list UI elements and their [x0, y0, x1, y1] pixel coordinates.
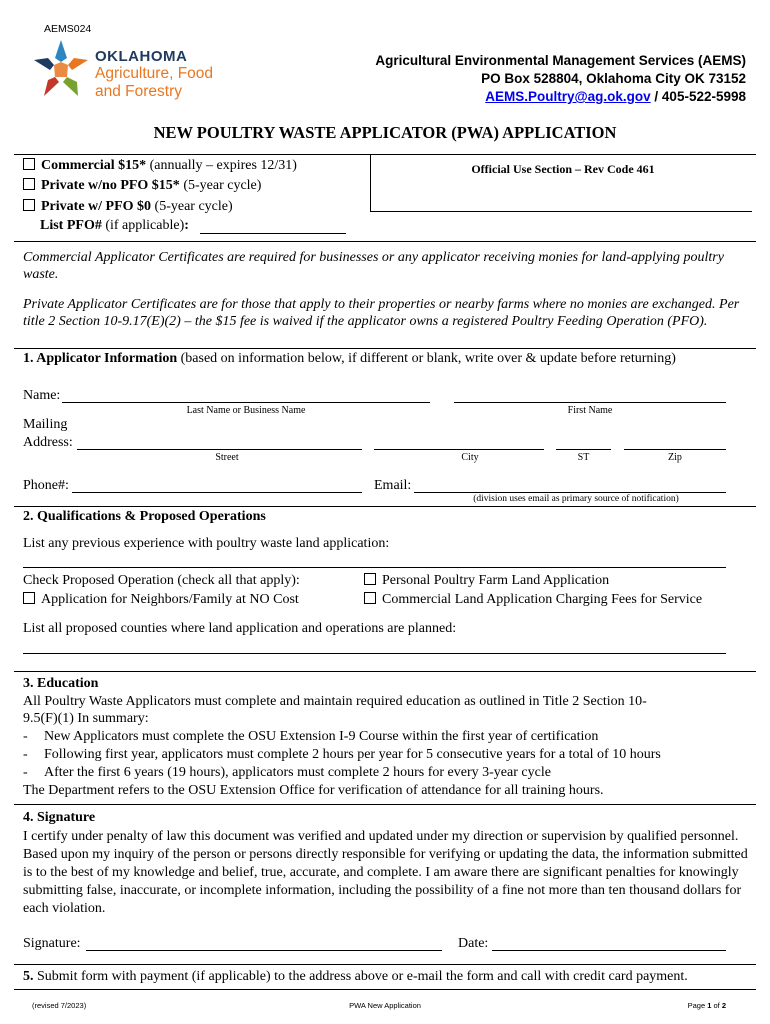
- zip-caption: Zip: [668, 452, 682, 463]
- checkbox-commercial-land[interactable]: [364, 592, 376, 604]
- education-bullet: -: [23, 747, 28, 762]
- last-name-input[interactable]: [62, 402, 430, 403]
- footer-revised: (revised 7/2023): [32, 1001, 87, 1010]
- certification-text: I certify under penalty of law this document was verified and updated under my direction or supervision by qualified personnel. Based upon my inquiry of the person or persons directly responsible for verifying or updating the data, the information submitted is to the best of my knowledge and belief, true, accurate, and complete. I am aware there are significant penalties for knowingly submitting false, inaccurate, or incomplete information, including the possibility of a fine not more than ten thousand dollars for each violation.: [23, 829, 748, 916]
- org-phone: / 405-522-5998: [650, 89, 746, 104]
- signature-label: Signature:: [23, 936, 81, 951]
- address-label: Address:: [23, 435, 73, 450]
- footer-title: PWA New Application: [349, 1001, 421, 1010]
- option-commercial-land[interactable]: Commercial Land Application Charging Fees for Service: [364, 592, 702, 608]
- divider: [14, 804, 756, 805]
- last-name-caption: Last Name or Business Name: [186, 405, 306, 416]
- divider: [14, 671, 756, 672]
- education-intro-2: 9.5(F)(1) In summary:: [23, 711, 149, 726]
- city-input[interactable]: [374, 449, 544, 450]
- page-title: NEW POULTRY WASTE APPLICATOR (PWA) APPLICATION: [153, 123, 617, 142]
- name-label: Name:: [23, 388, 61, 403]
- divider: [14, 348, 756, 349]
- form-code: AEMS024: [44, 23, 92, 35]
- zip-input[interactable]: [624, 449, 726, 450]
- education-bullet: -: [23, 729, 28, 744]
- divider: [14, 241, 756, 242]
- divider: [14, 989, 756, 990]
- education-bullet: -: [23, 765, 28, 780]
- email-input[interactable]: [414, 492, 726, 493]
- option-neighbors[interactable]: Application for Neighbors/Family at NO Cost: [23, 592, 299, 608]
- email-label: Email:: [374, 478, 412, 493]
- org-address: PO Box 528804, Oklahoma City OK 73152: [481, 71, 746, 86]
- section-3-heading: 3. Education: [23, 676, 99, 691]
- checkbox-private-no-pfo[interactable]: [23, 178, 35, 190]
- state-input[interactable]: [556, 449, 611, 450]
- divider: [370, 211, 752, 212]
- option-commercial[interactable]: Commercial $15* (annually – expires 12/31): [23, 158, 297, 174]
- street-caption: Street: [215, 452, 239, 463]
- first-name-input[interactable]: [454, 402, 726, 403]
- education-closing: The Department refers to the OSU Extension Office for verification of attendance for all training hours.: [23, 783, 604, 798]
- phone-label: Phone#:: [23, 478, 69, 493]
- org-name: Agricultural Environmental Management Services (AEMS): [375, 53, 746, 68]
- list-pfo-input[interactable]: [200, 233, 346, 234]
- private-note: Private Applicator Certificates are for those that apply to their properties or nearby farms where no monies are exchanged. Per title 2 Section 10-9.17(E)(2) – the $15 fee is waived if the applicator owns a registered Poultry Feeding Operation (PFO).: [23, 297, 740, 329]
- education-bullet-text: Following first year, applicators must complete 2 hours per year for 5 consecutive years for a total of 10 hours: [44, 747, 661, 762]
- signature-input[interactable]: [86, 950, 442, 951]
- state-caption: ST: [577, 452, 590, 463]
- list-pfo-label: List PFO# (if applicable):: [40, 218, 189, 233]
- section-5-text: 5. Submit form with payment (if applicable) to the address above or e-mail the form and call with credit card payment.: [23, 969, 688, 984]
- org-contact: [485, 89, 746, 104]
- education-bullet-text: After the first 6 years (19 hours), applicators must complete 2 hours for every 3-year cycle: [44, 765, 551, 780]
- mailing-label: Mailing: [23, 417, 68, 432]
- checkbox-personal[interactable]: [364, 573, 376, 585]
- section-4-heading: 4. Signature: [23, 810, 96, 825]
- education-intro-1: All Poultry Waste Applicators must complete and maintain required education as outlined in Title 2 Section 10-: [23, 694, 647, 709]
- date-label: Date:: [458, 936, 489, 951]
- first-name-caption: First Name: [567, 405, 613, 416]
- checkbox-neighbors[interactable]: [23, 592, 35, 604]
- date-input[interactable]: [492, 950, 726, 951]
- street-input[interactable]: [77, 449, 362, 450]
- org-email-link[interactable]: AEMS.Poultry@ag.ok.gov: [485, 89, 651, 104]
- experience-prompt: List any previous experience with poultry waste land application:: [23, 536, 390, 551]
- check-operation-prompt: Check Proposed Operation (check all that apply):: [23, 573, 300, 588]
- section-2-heading: 2. Qualifications & Proposed Operations: [23, 509, 266, 524]
- divider: [14, 964, 756, 965]
- email-caption: (division uses email as primary source of notification): [473, 494, 679, 504]
- counties-prompt: List all proposed counties where land application and operations are planned:: [23, 621, 457, 636]
- education-bullet-text: New Applicators must complete the OSU Extension I-9 Course within the first year of certification: [44, 729, 599, 744]
- option-personal[interactable]: Personal Poultry Farm Land Application: [364, 573, 609, 589]
- counties-input[interactable]: [23, 653, 726, 654]
- official-use-label: Official Use Section – Rev Code 461: [471, 162, 655, 176]
- divider: [14, 506, 756, 507]
- option-private-no-pfo[interactable]: Private w/no PFO $15* (5-year cycle): [23, 178, 261, 194]
- divider: [14, 154, 756, 155]
- footer-page-number: Page 1 of 2: [687, 1001, 726, 1010]
- logo-line-3: and Forestry: [95, 83, 183, 100]
- option-private-pfo[interactable]: Private w/ PFO $0 (5-year cycle): [23, 199, 233, 215]
- phone-input[interactable]: [72, 492, 362, 493]
- checkbox-commercial[interactable]: [23, 158, 35, 170]
- section-1-heading: 1. Applicator Information (based on information below, if different or blank, write over & update before returning): [23, 351, 676, 366]
- oklahoma-star-logo-icon: [30, 38, 92, 100]
- logo-line-1: OKLAHOMA: [95, 48, 188, 65]
- commercial-note: Commercial Applicator Certificates are required for businesses or any applicator receiving monies for land-applying poultry waste.: [23, 250, 724, 282]
- experience-input[interactable]: [23, 567, 726, 568]
- checkbox-private-pfo[interactable]: [23, 199, 35, 211]
- city-caption: City: [461, 452, 479, 463]
- logo-line-2: Agriculture, Food: [95, 65, 214, 82]
